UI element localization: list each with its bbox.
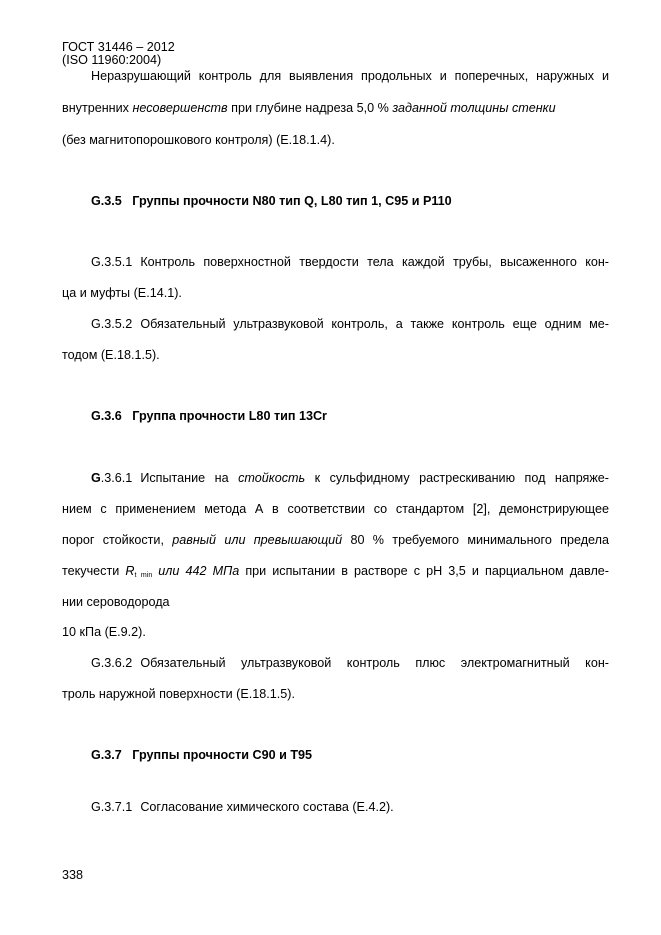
intro-line-3: (без магнитопорошкового контроля) (Е.18.1.4).: [62, 133, 335, 147]
intro-line-2: внутренних несовершенств при глубине надреза 5,0 % заданной толщины стенки: [62, 101, 556, 115]
clause-g361-line-2: нием с применением метода А в соответствии со стандартом [2], демонстрирующее: [62, 502, 609, 516]
standard-designation: ГОСТ 31446 – 2012: [62, 40, 175, 54]
clause-g361-line-5: нии сероводорода: [62, 595, 170, 609]
yield-strength-symbol: $R_{t min}$: [125, 564, 153, 579]
clause-g362-line-1: G.3.6.2 Обязательный ультразвуковой контроль плюс электромагнитный кон-: [91, 656, 609, 670]
intro-line-1: Неразрушающий контроль для выявления продольных и поперечных, наружных и: [91, 69, 609, 83]
emphasis: или 442 МПа: [152, 564, 240, 578]
emphasis: равный или превышающий: [172, 533, 343, 547]
section-heading-g35: G.3.5 Группы прочности N80 тип Q, L80 тип 1, С95 и Р110: [91, 194, 452, 208]
clause-g352-line-1: G.3.5.2 Обязательный ультразвуковой контроль, а также контроль еще одним ме-: [91, 317, 609, 331]
clause-g351-line-1: G.3.5.1 Контроль поверхностной твердости тела каждой трубы, высаженного кон-: [91, 255, 609, 269]
clause-g352-line-2: тодом (Е.18.1.5).: [62, 348, 160, 362]
clause-g361-line-6: 10 кПа (Е.9.2).: [62, 625, 146, 639]
clause-g361-line-1: G.3.6.1 Испытание на стойкость к сульфидному растрескиванию под напряже-: [91, 471, 610, 485]
clause-g362-line-2: троль наружной поверхности (Е.18.1.5).: [62, 687, 295, 701]
section-heading-g36: G.3.6 Группа прочности L80 тип 13Cr: [91, 409, 327, 423]
clause-g361-line-3: порог стойкости, равный или превышающий 80 % требуемого минимального предела: [62, 533, 609, 547]
iso-designation: (ISO 11960:2004): [62, 53, 162, 67]
clause-g361-line-4: текучести $R_{t min}$ или 442 МПа при испытании в растворе с рН 3,5 и парциальном давле-: [62, 564, 610, 579]
page-number: 338: [62, 868, 84, 882]
clause-g371-line-1: G.3.7.1 Согласование химического состава (Е.4.2).: [91, 800, 394, 814]
emphasis: стойкость: [238, 471, 306, 485]
emphasis: несовершенств: [132, 101, 228, 115]
clause-g351-line-2: ца и муфты (Е.14.1).: [62, 286, 182, 300]
emphasis: заданной толщины стенки: [392, 101, 556, 115]
section-heading-g37: G.3.7 Группы прочности С90 и Т95: [91, 748, 313, 762]
